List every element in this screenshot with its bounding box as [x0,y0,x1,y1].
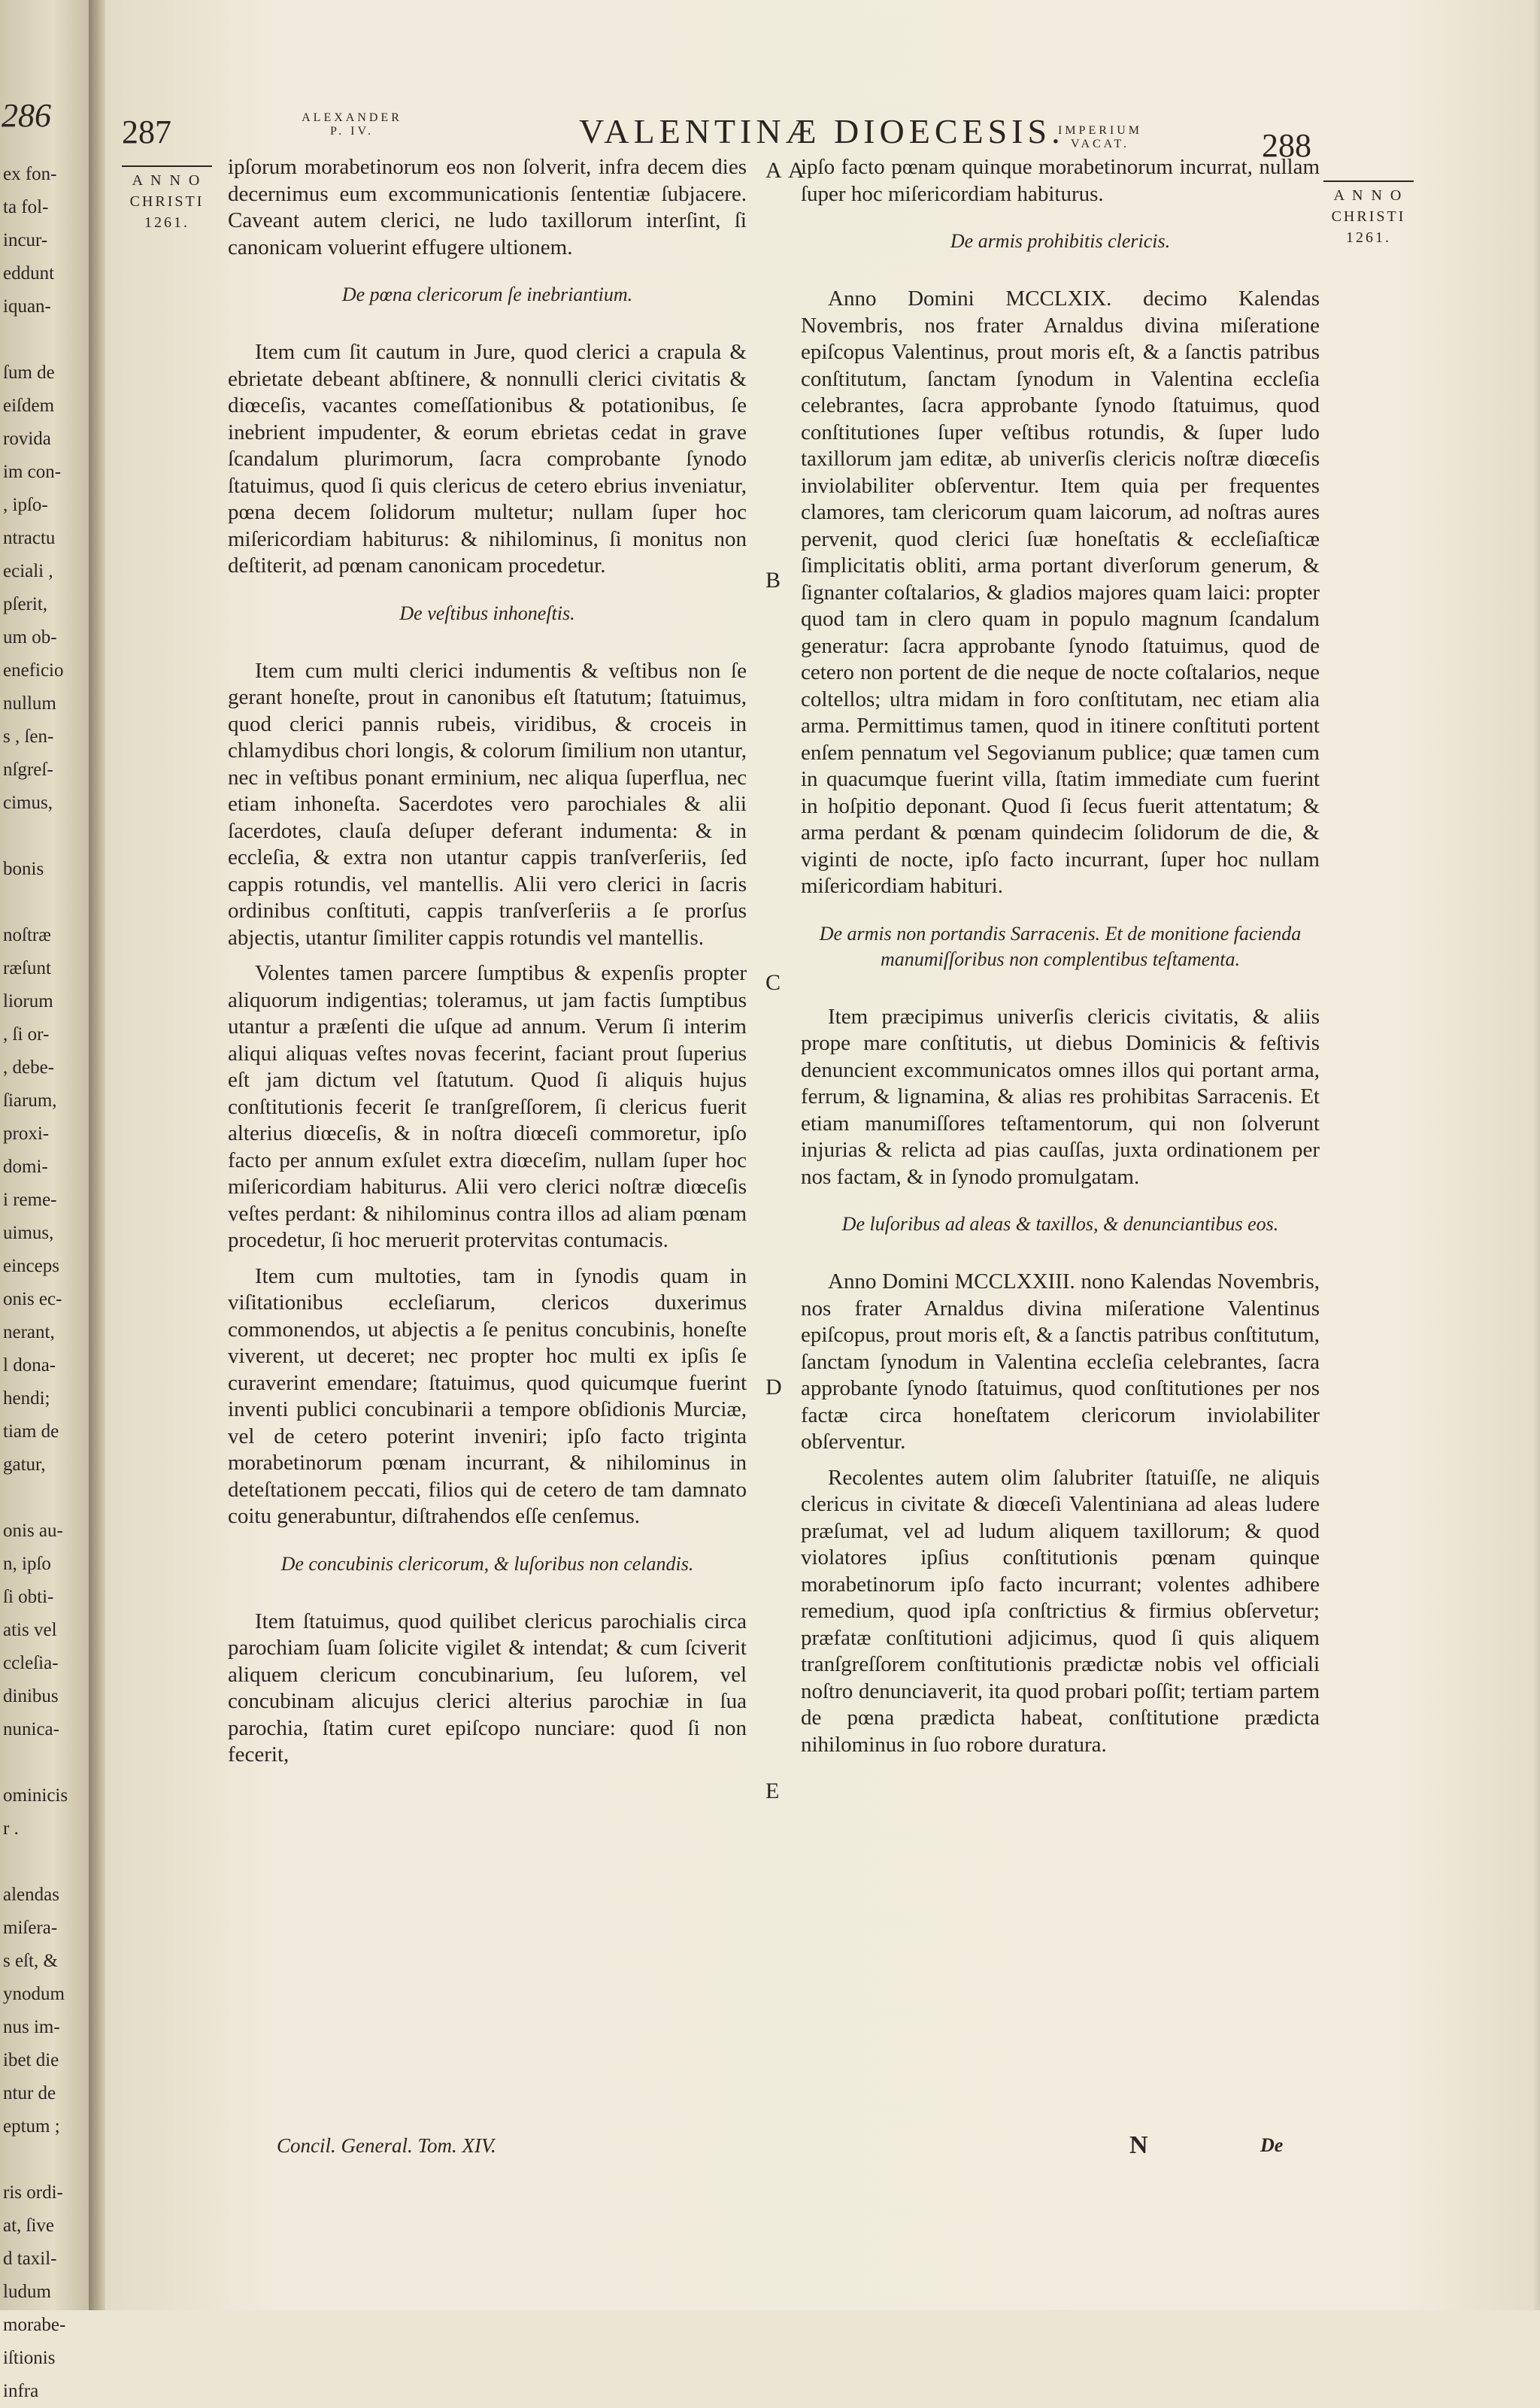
previous-page-line-fragment [3,886,87,919]
previous-page-line-fragment: ominicis [3,1785,68,1806]
previous-page-line-fragment: liorum [3,991,53,1011]
previous-page-line-fragment: eddunt [3,263,55,284]
previous-page-line-fragment: noſtræ [3,925,51,945]
previous-page-line-fragment: domi- [3,1157,48,1177]
previous-page-line-fragment: rovida [3,429,51,449]
previous-page-line-fragment: ibet die [3,2050,59,2070]
previous-page-line-fragment: ris ordi- [3,2182,63,2203]
running-head-empire-line: IMPERIUM [1057,124,1142,137]
previous-page-line-fragment: eciali , [3,561,53,581]
previous-page-line-fragment: onis ec- [3,1289,62,1309]
previous-page-line-fragment: , debe- [3,1057,55,1078]
previous-page-line-fragment: l dona- [3,1355,56,1375]
previous-page-text-column [3,158,87,2408]
previous-page-line-fragment: ſi obti- [3,1587,54,1607]
previous-page-line-fragment: n, ipſo [3,1554,51,1574]
previous-page-line-fragment: ynodum [3,1984,65,2004]
running-head-pope-line: P. IV. [330,125,374,138]
margin-year-line: 1261. [144,214,189,231]
previous-page-line-fragment: miſera- [3,1918,58,1938]
paragraph-continuation-right: ipſo facto pœnam quinque morabetinorum incurrat, nullam ſuper hoc miſericordiam habiturus. [801,155,1320,206]
previous-page-line-fragment: alendas [3,1885,59,1905]
section-letter-d: D [765,1375,782,1400]
heading-arms-prohibited: De armis prohibitis clericis. [950,230,1171,252]
previous-page-line-fragment: uimus, [3,1223,54,1243]
previous-page-line-fragment: ntractu [3,528,56,548]
previous-page-line-fragment [3,323,87,356]
previous-page-line-fragment: ta fol- [3,197,49,217]
heading-saracens: De armis non portandis Sarracenis. Et de monitione facienda manumiſſoribus non complentibus teſtamenta. [819,922,1302,970]
margin-year-line: CHRISTI [129,193,205,210]
margin-year-line: 1261. [1346,229,1391,246]
previous-page-line-fragment: ſiarum, [3,1090,57,1111]
heading-gamblers-dice: De luſoribus ad aleas & taxillos, & denunciantibus eos. [841,1213,1279,1235]
running-head-pope [284,111,420,138]
previous-page-number: 286 [2,97,51,134]
paragraph-garments: Item cum multi clerici indumentis & veſtibus non ſe gerant honeſte, prout in canonibus eſt ſtatutum; ſtatuimus, quod clerici pannis rubeis, viridibus, & croceis in chlamydibus chori longis, & colorum ſimilium non utantur, nec in veſtibus ponant erminium, nec aliqua ſuperflua, nec etiam inhoneſta. Sacerdotes vero parochiales & alii ſacerdotes, clauſa deſuper deferant indumenta: & in eccleſia, & extra non utantur cappis tranſverſeriis, ſed cappis rotundis, vel mantellis. Alii vero clerici in ſacris ordinibus conſtituti, cappis tranſverſeriis a ſe prorſus abjectis, utantur ſimiliter cappis rotundis vel mantellis. [228,658,747,950]
catchword: De [1260,2134,1284,2156]
previous-page-line-fragment [3,2143,87,2176]
previous-page-line-fragment: incur- [3,230,48,250]
paragraph-synod-1273: Anno Domini MCCLXXIII. nono Kalendas Novembris, nos frater Arnaldus divina miſeratione Valentinus epiſcopus, prout moris eſt, & a ſanctis patribus conſtitutum, ſanctam ſynodum in Valentina eccleſia celebrantes, ſacra approbante ſynodo ſtatuimus, quod conſtitutiones per nos factæ circa honeſtatem clericorum inviolabiliter obſerventur. [801,1269,1320,1454]
previous-page-line-fragment: d taxil- [3,2249,57,2269]
previous-page-line-fragment: eneficio [3,660,64,681]
previous-page-line-fragment: nunica- [3,1719,59,1739]
running-head-title: VALENTINÆ DIOECESIS. [579,112,1065,150]
previous-page-line-fragment: nerant, [3,1322,55,1342]
previous-page-line-fragment: proxi- [3,1124,50,1144]
section-letter-a-right: A [788,158,805,183]
paragraph-parish-vigilance: Item ſtatuimus, quod quilibet clericus parochialis circa parochiam ſuam ſolicite vigilet & intendat; & cum ſciverit aliquem clericum concubinarium, ſeu luſorem, vel concubinam alicujus clerici alterius parochiæ in ſua parochia, ſtatim curet epiſcopo nunciare: quod ſi non fecerit, [228,1609,747,1767]
margin-year-line: CHRISTI [1331,208,1406,225]
section-letter-a-left: A [765,158,782,183]
previous-page-line-fragment: ccleſia- [3,1653,59,1673]
paragraph-concubinage: Item cum multoties, tam in ſynodis quam in viſitationibus eccleſiarum, clericos duxerimus commonendos, ut abjectis a ſe penitus concubinis, honeſte viverent, ut deceret; nec propter hoc multi ex ipſis ſe curaverint emendare; ſtatuimus, quod quicumque fuerint inventi publici concubinarii a tempore obſidionis Murciæ, vel de cetero poterint inveniri; ipſo facto triginta morabetinorum pœnam incurrant, & nihilominus in deteſtationem peccati, filios qui de cetero de tam damnato coitu generabuntur, diſtrahendos eſſe cenſemus. [228,1263,747,1528]
previous-page-line-fragment: ræſunt [3,958,51,978]
margin-year-right [1323,180,1414,248]
previous-page-line-fragment [3,1746,87,1779]
previous-page-line-fragment [3,1481,87,1515]
heading-drunkenness: De pœna clericorum ſe inebriantium. [341,284,633,305]
margin-year-line: A N N O [1333,187,1404,204]
heading-garments: De veſtibus inhoneſtis. [399,602,575,624]
previous-page-line-fragment: einceps [3,1256,59,1276]
paragraph-drunkenness: Item cum ſit cautum in Jure, quod clerici a crapula & ebrietate debeant abſtinere, & nonnulli clerici civitatis & diœceſis, vacantes comeſſationibus & potationibus, ſe inebrient impudenter, & eorum ebrietas cedat in grave ſcandalum plurimorum, ſacra comprobante ſynodo ſtatuimus, quod ſi quis clericus de cetero ebrius inveniatur, pœna decem ſolidorum multetur; nullam ſuper hoc miſericordiam habiturus: & nihilominus, ſi monitus non deſtiterit, ad pœnam canonicam procedetur. [228,340,747,578]
running-head-empire-line: VACAT. [1070,138,1130,150]
previous-page-line-fragment: r . [3,1818,19,1839]
previous-page-line-fragment: , ſi or- [3,1024,50,1045]
previous-page-line-fragment: morabe- [3,2315,66,2335]
previous-page-line-fragment: s , ſen- [3,726,54,747]
paragraph-continuation: ipſorum morabetinorum eos non ſolverit, infra decem dies decernimus eum excommunicationis ſententiæ ſubjacere. Caveant autem clerici, ne ludo taxillorum interſint, ſi canonicam voluerint effugere ultionem. [228,155,747,259]
heading-concubines-gamblers: De concubinis clericorum, & luſoribus non celandis. [280,1552,694,1575]
margin-year-line: A N N O [132,172,202,189]
paragraph-expenses: Volentes tamen parcere ſumptibus & expenſis propter aliquorum indigentias; toleramus, ut jam factis ſumptibus utantur a præſenti die uſque ad annum. Verum ſi interim aliqui aliquas veſtes novas fecerint, faciant prout ſuperius eſt jam dictum vel ſtatutum. Quod ſi aliquis hujus conſtitutionis fecerit ſe tranſgreſſorem, ſi clericus fuerit alterius diœceſis, & in noſtra diœceſi commoretur, ipſo facto per annum exſulet extra diœceſim, nullam ſuper hoc miſericordiam habiturus. Alii vero clerici noſtræ diœceſis veſtes perdant: & nihilominus contra illos ad aliam pœnam procedetur, ſi hoc meruerit protervitas contumacis. [228,961,747,1252]
left-text-column [228,154,747,1778]
previous-page-line-fragment: at, ſive [3,2215,55,2236]
right-page-number: 288 [1262,127,1311,164]
previous-page-line-fragment: onis au- [3,1521,63,1541]
margin-year-left [122,165,212,233]
previous-page-line-fragment: ſum de [3,362,55,383]
left-page-number: 287 [122,114,171,150]
previous-page-fragment [0,0,89,2401]
previous-page-line-fragment: atis vel [3,1620,57,1640]
previous-page-line-fragment: ludum [3,2282,51,2302]
paragraph-saracens: Item præcipimus univerſis clericis civitatis, & aliis prope mare conſtitutis, ut diebus Dominicis & feſtivis denuncient excommunicatos omnes illos qui portant arma, ferrum, & lignamina, & alias res prohibitas Sarracenis. Et etiam manumiſſores teſtamentorum, qui non ſolverunt injurias & relicta ad pias cauſſas, juxta ordinationem per nos factam, & in ſynodo promulgatam. [801,1004,1320,1189]
previous-page-line-fragment [3,820,87,853]
previous-page-line-fragment [3,1845,87,1879]
section-letter-c: C [765,970,781,995]
section-letter-b: B [765,568,781,593]
previous-page-line-fragment: iquan- [3,296,51,317]
previous-page-line-fragment: um ob- [3,627,57,647]
previous-page-line-fragment: nſgreſ- [3,760,53,780]
previous-page-line-fragment: eiſdem [3,396,55,416]
running-head-empire [1029,124,1172,151]
previous-page-line-fragment: infra [3,2381,39,2401]
signature-letter: N [1129,2131,1148,2159]
previous-page-line-fragment: dinibus [3,1686,59,1706]
book-gutter [89,0,105,2310]
previous-page-line-fragment: im con- [3,462,62,482]
previous-page-line-fragment: iſtionis [3,2348,56,2368]
paragraph-dice-penalty: Recolentes autem olim ſalubriter ſtatuiſſe, ne aliquis clericus in civitate & diœceſi Valentiniana ad aleas ludere præſumat, vel ad ludum aliquem taxillorum; & quod violatores ipſius conſtitutionis pœnam quinque morabetinorum ipſo facto incurrant; volentes adhibere remedium, quod ipſa conſtrictius & firmius obſervetur; præfatæ conſtitutioni adjicimus, quod ſi quis aliquem tranſgreſſorem conſtitutionis prædictæ nobis vel officiali noſtro denunciaverit, ita quod probari poſſit; tertiam partem de pœna prædicta habeat, conſtitutione prædicta nihilominus in ſuo robore duratura. [801,1465,1320,1757]
previous-page-line-fragment: gatur, [3,1454,46,1475]
previous-page-line-fragment: ntur de [3,2083,56,2103]
paragraph-synod-1269: Anno Domini MCCLXIX. decimo Kalendas Novembris, nos frater Arnaldus divina miſeratione epiſcopus Valentinus, prout moris eſt, & a ſanctis patribus conſtitutum, ſanctam ſynodum in Valentina eccleſia celebrantes, ſacra approbante ſynodo ſtatuimus, quod conſtitutiones ſuper veſtibus rotundis, & ſuper ludo taxillorum jam editæ, ab univerſis clericis noſtræ diœceſis inviolabiliter obſerventur. Item quia per frequentes clamores, tam clericorum quam laicorum, ad noſtras aures pervenit, quod clerici ſuæ honeſtatis & eccleſiaſticæ ſimplicitatis obliti, arma portant diverſorum generum, & ſignanter coſtalarios, & gladios majores quam laici: propter quod tam in clero quam in populo magnum ſcandalum generatur: ſacra approbante ſynodo ſtatuimus, quod de cetero non portent de die neque de nocte coſtalarios, neque coltellos; ultra midam in foro conſtitutam, nec etiam alia arma. Permittimus tamen, quod in itinere conſtituti portent enſem pennatum vel Segovianum publice; quæ tamen cum in quacumque fuerint villa, ſtatim immediate cum fuerint in hoſpitio deponant. Quod ſi ſecus fuerit attentatum; & arma perdant & pœnam quindecim ſolidorum de die, & viginti de nocte, ipſo facto incurrant, ſuper hoc nullam miſericordiam habituri. [801,287,1320,898]
previous-page-line-fragment: ex fon- [3,164,57,184]
previous-page-line-fragment: i reme- [3,1190,57,1210]
signature-mark: Concil. General. Tom. XIV. [277,2134,496,2157]
previous-page-line-fragment: hendi; [3,1388,50,1409]
previous-page-line-fragment: tiam de [3,1421,59,1442]
previous-page-line-fragment: s eſt, & [3,1951,58,1971]
section-letter-e: E [765,1779,780,1803]
previous-page-line-fragment: cimus, [3,793,53,813]
right-text-column [801,154,1320,1767]
previous-page-line-fragment: nus im- [3,2017,60,2037]
previous-page-line-fragment: nullum [3,693,56,714]
previous-page-line-fragment: pſerit, [3,594,48,614]
page-edge-shadow [1532,0,1540,2310]
previous-page-line-fragment: , ipſo- [3,495,48,515]
running-head-pope-line: ALEXANDER [302,111,402,124]
previous-page-line-fragment: eptum ; [3,2116,60,2137]
previous-page-line-fragment: bonis [3,859,44,879]
